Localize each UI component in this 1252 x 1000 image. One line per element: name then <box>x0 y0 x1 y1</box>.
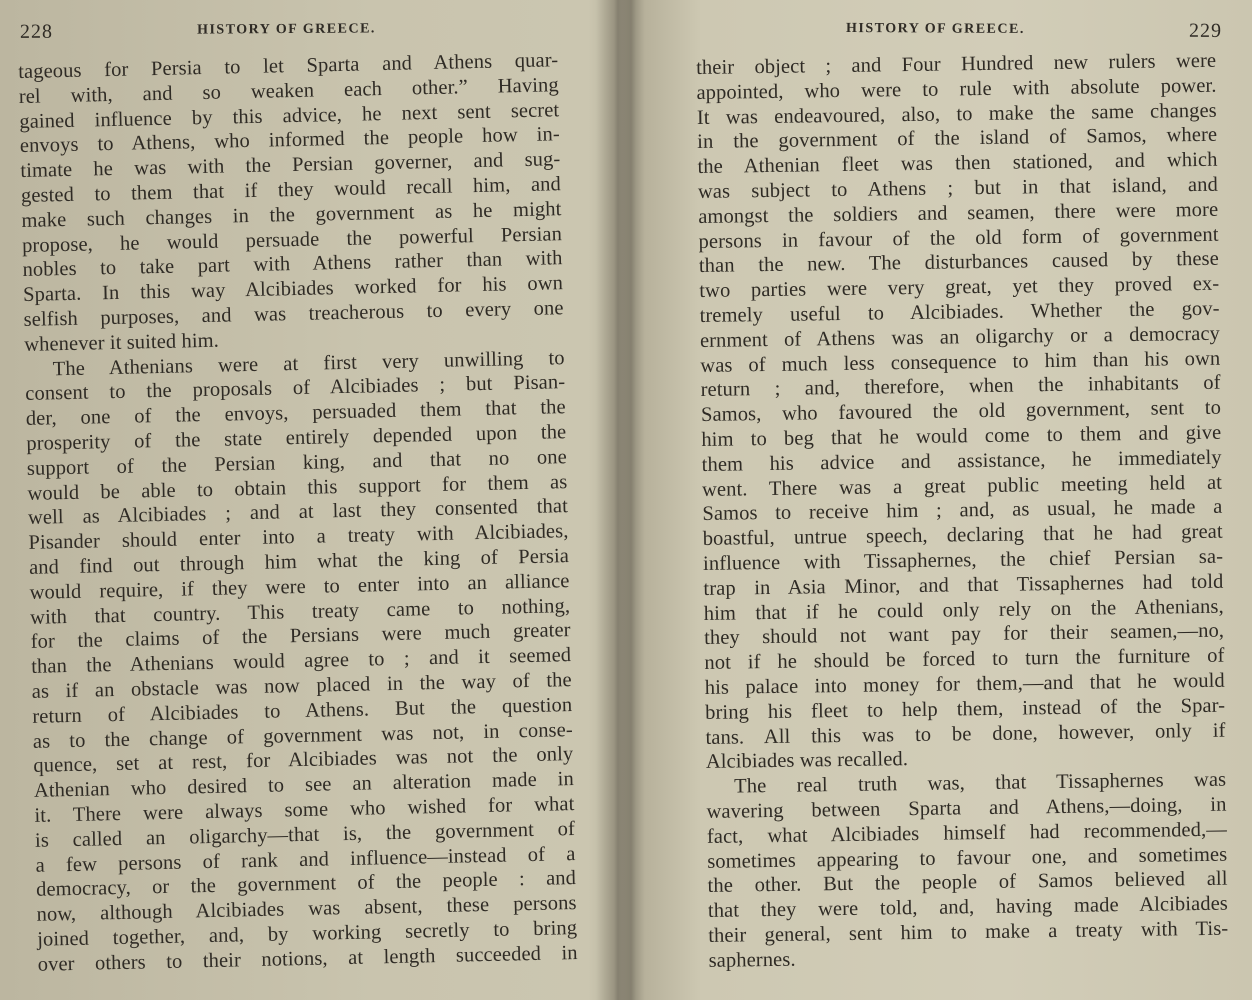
text-line: the Athenian fleet was then stationed, and which <box>697 148 1218 179</box>
text-line: trap in Asia Minor, and that Tissaphernes had told <box>703 570 1224 600</box>
text-line: them his advice and assistance, he immediately <box>701 446 1222 476</box>
text-line: amongst the soldiers and seamen, there were more <box>698 198 1219 228</box>
text-line: their object ; and Four Hundred new rulers were <box>696 49 1217 79</box>
right-page-text <box>696 49 1229 974</box>
text-line: Sparta. In this way Alcibiades worked for his own <box>22 272 564 307</box>
right-page-number: 229 <box>1188 19 1223 42</box>
text-line: boastful, untrue speech, declaring that he had great <box>702 520 1223 551</box>
text-line: than the Athenians would agree to ; and it seemed <box>31 644 572 678</box>
text-line: well as Alcibiades ; and at last they consented that <box>27 495 569 530</box>
text-line: joined together, and, by working secretly to bring <box>36 916 578 951</box>
text-line: than the new. The disturbances caused by these <box>698 248 1220 278</box>
text-line: tageous for Persia to let Sparta and Athens quar- <box>18 49 559 83</box>
text-line: Samos to receive him ; and, as usual, he made a <box>702 496 1223 526</box>
text-line: selfish purposes, and was treacherous to every one <box>23 297 564 331</box>
text-line: whenever it suited him. <box>23 329 220 356</box>
text-line: would be able to obtain this support for them as <box>27 470 568 505</box>
text-line: influence with Tissaphernes, the chief Persian sa- <box>702 545 1224 575</box>
text-line: support of the Persian king, and that no one <box>26 445 568 480</box>
text-line: went. There was a great public meeting held at <box>701 471 1223 501</box>
left-page <box>0 0 600 1000</box>
text-line: gested to them that if they would recall him, and <box>20 173 562 207</box>
left-running-head <box>20 16 560 44</box>
text-line: It was endeavoured, also, to make the same changes <box>696 99 1217 129</box>
left-page-text <box>18 48 578 977</box>
text-line: their general, sent him to make a treaty with Tis- <box>708 917 1229 947</box>
text-line: wavering between Sparta and Athens,—doing, in <box>706 793 1227 823</box>
text-line: tans. All this was to be done, however, only if <box>705 719 1226 749</box>
text-line: consent to the proposals of Alcibiades ; but Pisan- <box>25 371 566 406</box>
right-page-heading: HISTORY OF GREECE. <box>845 21 1025 37</box>
text-line: was of much less consequence to him than his own <box>700 347 1221 377</box>
text-line: it. There were always some who wished for what <box>34 792 575 827</box>
text-line: Alcibiades was recalled. <box>705 748 909 774</box>
text-line: for the claims of the Persians were much greater <box>30 619 571 654</box>
text-line: quence, set at rest, for Alcibiades was not the only <box>33 743 574 778</box>
text-line: Athenian who desired to see an alteration made in <box>33 768 575 802</box>
text-line: appointed, who were to rule with absolute power. <box>696 74 1217 104</box>
text-line: der, one of the envoys, persuaded them that the <box>25 396 566 431</box>
text-line: sometimes appearing to favour one, and sometimes <box>707 843 1228 873</box>
text-line: was subject to Athens ; but in that island, and <box>697 173 1219 203</box>
text-line: envoys to Athens, who informed the people how in- <box>19 123 560 158</box>
text-line: prosperity of the state entirely depended upon the <box>26 421 567 455</box>
text-line: make such changes in the government as he might <box>21 197 562 232</box>
text-line: they should not want pay for their seamen,—no, <box>703 620 1225 650</box>
text-line: rel with, and so weaken each other.” Having <box>18 74 559 108</box>
text-line: him that if he could only rely on the Athenians, <box>703 595 1224 625</box>
text-line: fact, what Alcibiades himself had recommended,— <box>706 818 1228 848</box>
text-line: and find out through him what the king of Persia <box>28 545 570 579</box>
text-line: nobles to take part with Athens rather than with <box>22 247 563 282</box>
text-line: as if an obstacle was now placed in the way of the <box>31 668 572 703</box>
text-line: the other. But the people of Samos believed all <box>707 867 1228 898</box>
text-line: that they were told, and, having made Alcibiades <box>707 892 1229 923</box>
text-line: a few persons of rank and influence—instead of a <box>35 842 576 877</box>
text-line: democracy, or the government of the people : and <box>35 867 577 902</box>
text-line: timate he was with the Persian governer, and sug- <box>20 148 561 183</box>
text-line: Pisander should enter into a treaty with Alcibiades, <box>28 520 569 555</box>
text-line: saphernes. <box>708 948 796 972</box>
left-page-heading: HISTORY OF GREECE. <box>197 21 376 38</box>
text-line: tremely useful to Alcibiades. Whether the gov- <box>699 297 1220 327</box>
text-line: return of Alcibiades to Athens. But the question <box>32 693 573 728</box>
text-line: two parties were very great, yet they proved ex- <box>699 272 1220 303</box>
text-line: propose, he would persuade the powerful Persian <box>21 222 563 257</box>
text-line: The Athenians were at first very unwilling to <box>52 346 565 380</box>
text-line: gained influence by this advice, he next sent secret <box>19 98 560 133</box>
text-line: in the government of the island of Samos, where <box>697 124 1218 154</box>
text-line: his palace into money for them,—and that he would <box>704 669 1225 699</box>
text-line: him to beg that he would come to them and give <box>701 421 1222 451</box>
text-line: Samos, who favoured the old government, sent to <box>700 396 1222 427</box>
text-line: bring his fleet to help them, instead of the Spar- <box>705 694 1226 724</box>
text-line: would require, if they were to enter into an alliance <box>29 569 570 604</box>
text-line: persons in favour of the old form of government <box>698 223 1219 253</box>
text-line: is called an oligarchy—that is, the government of <box>34 817 576 852</box>
text-line: now, although Alcibiades was absent, these persons <box>36 892 577 926</box>
text-line: over others to their notions, at length succeeded in <box>37 941 578 976</box>
text-line: The real truth was, that Tissaphernes was <box>734 768 1227 798</box>
text-line: as to the change of government was not, in conse- <box>32 718 573 753</box>
right-running-head <box>846 17 1222 43</box>
left-page-number: 228 <box>19 20 54 43</box>
text-line: with that country. This treaty came to nothing, <box>29 594 571 629</box>
right-page <box>636 0 1252 1000</box>
book-gutter <box>596 0 636 1000</box>
text-line: ernment of Athens was an oligarchy or a democracy <box>699 322 1221 352</box>
text-line: not if he should be forced to turn the furniture of <box>704 644 1225 675</box>
text-line: return ; and, therefore, when the inhabitants of <box>700 372 1221 402</box>
